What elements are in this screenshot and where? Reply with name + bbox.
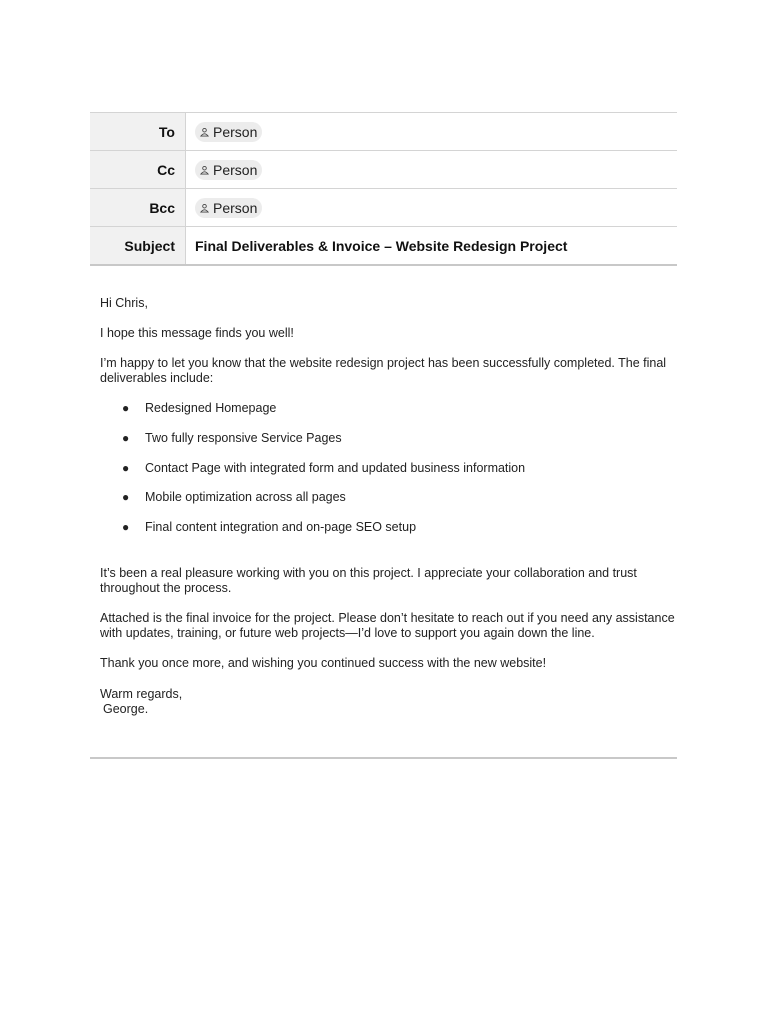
deliverables-list (100, 401, 680, 535)
cc-row (90, 151, 677, 189)
bcc-recipient-chip[interactable] (195, 198, 262, 218)
to-row (90, 113, 677, 151)
cc-field[interactable] (186, 151, 678, 189)
body-paragraph-3: It’s been a real pleasure working with you on this project. I appreciate your collaboration and trust throughout the process. (100, 566, 637, 595)
list-item (100, 520, 680, 535)
bullet-icon: ● (122, 520, 130, 534)
list-item-text: Contact Page with integrated form and updated business information (145, 461, 526, 475)
body-paragraph-2: I’m happy to let you know that the website redesign project has been successfully completed. The final deliverables include: (100, 356, 667, 385)
person-icon (200, 127, 209, 137)
footer-divider (90, 757, 677, 759)
bcc-label: Bcc (90, 189, 186, 227)
list-item (100, 431, 680, 446)
email-header (90, 112, 677, 266)
list-item-text: Two fully responsive Service Pages (145, 431, 342, 445)
body-paragraph-1: I hope this message finds you well! (100, 326, 294, 340)
subject-field[interactable]: Final Deliverables & Invoice – Website Redesign Project (195, 237, 568, 254)
to-recipient-name: Person (213, 123, 258, 140)
list-item-text: Redesigned Homepage (145, 401, 277, 415)
body-paragraph-4: Attached is the final invoice for the project. Please don’t hesitate to reach out if you need any assistance with updates, training, or future web projects—I’d love to support you again down the line. (100, 611, 675, 640)
email-body[interactable] (100, 296, 680, 717)
bullet-icon: ● (122, 431, 130, 445)
bcc-field[interactable] (186, 189, 678, 227)
bcc-row (90, 189, 677, 227)
bullet-icon: ● (122, 490, 130, 504)
bullet-icon: ● (122, 461, 130, 475)
cc-recipient-name: Person (213, 161, 258, 178)
cc-label: Cc (90, 151, 186, 189)
bullet-icon: ● (122, 401, 130, 415)
list-item (100, 401, 680, 416)
list-item (100, 490, 680, 505)
bcc-recipient-name: Person (213, 199, 258, 216)
to-recipient-chip[interactable] (195, 122, 262, 142)
subject-label: Subject (90, 227, 186, 266)
person-icon (200, 203, 209, 213)
greeting: Hi Chris, (100, 296, 148, 310)
subject-row (90, 227, 677, 266)
to-field[interactable] (186, 113, 678, 151)
sign-off: Warm regards, (100, 687, 183, 701)
body-paragraph-5: Thank you once more, and wishing you continued success with the new website! (100, 656, 547, 670)
list-item-text: Final content integration and on-page SEO setup (145, 520, 417, 534)
cc-recipient-chip[interactable] (195, 160, 262, 180)
to-label: To (90, 113, 186, 151)
signature: George. (103, 702, 149, 716)
list-item-text: Mobile optimization across all pages (145, 490, 346, 504)
person-icon (200, 165, 209, 175)
list-item (100, 461, 680, 476)
